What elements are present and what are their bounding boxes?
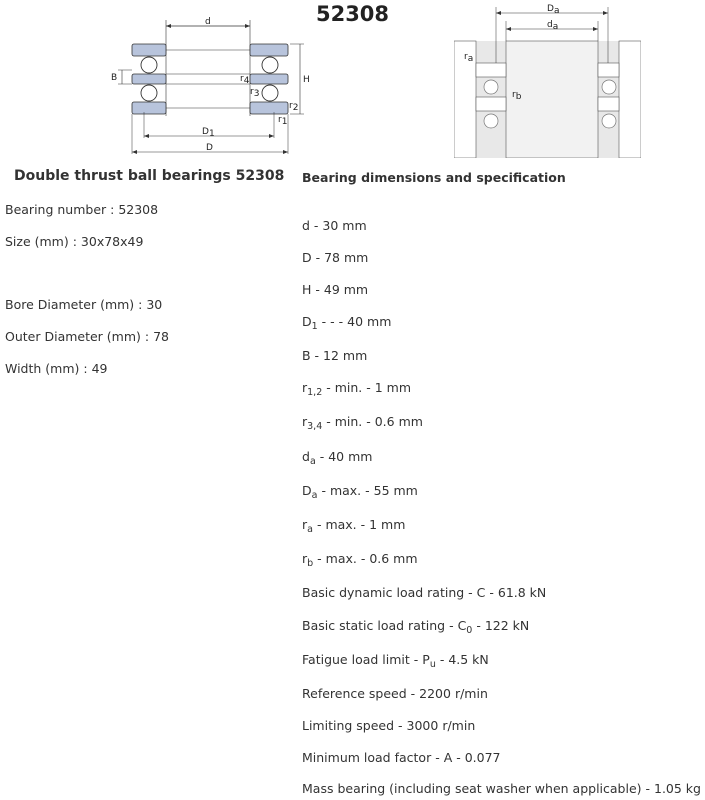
label-Da: Da [547, 4, 560, 16]
bearing-type-heading: Double thrust ball bearings 52308 [14, 168, 285, 184]
spec-qualifier: A [443, 750, 453, 765]
row-label: Outer Diameter (mm) [5, 329, 141, 344]
spec-value: 40 mm [347, 314, 392, 329]
label-r2: r2 [289, 101, 299, 113]
spec-D1: $D_1$ - - - 40 mm [302, 314, 392, 332]
specification-heading: Bearing dimensions and specification [302, 170, 566, 185]
label-r3: r3 [250, 87, 260, 99]
row-separator: : [68, 234, 81, 249]
spec-da: $d_a - 40$ mm [302, 449, 373, 467]
spec-symbol: r [302, 551, 308, 566]
label-D: D [206, 143, 213, 153]
spec-reference-speed: Reference speed - 2200 r/min [302, 686, 488, 701]
spec-symbol: D [302, 314, 312, 329]
spec-subscript: 3,4 [307, 421, 323, 432]
spec-value: 1.05 kg [654, 781, 701, 796]
spec-subscript: a [311, 490, 318, 501]
spec-value: 1 mm [369, 517, 406, 532]
spec-B: B - 12 mm [302, 348, 368, 363]
label-ra: ra [464, 52, 474, 64]
spec-symbol: r [302, 414, 308, 429]
spec-rb: $r_b$ - max. - 0.6 mm [302, 551, 418, 569]
label-r1: r1 [278, 115, 288, 127]
spec-H: H - 49 mm [302, 282, 369, 297]
row-value: 49 [91, 361, 108, 376]
spec-value: 78 mm [324, 250, 369, 265]
spec-symbol: Minimum load factor [302, 750, 432, 765]
spec-value: 40 mm [328, 449, 373, 464]
row-separator: : [79, 361, 92, 376]
spec-limiting-speed: Limiting speed - 3000 r/min [302, 718, 476, 733]
spec-symbol: d [302, 218, 310, 233]
spec-subscript: a [307, 524, 313, 535]
row-value: 78 [153, 329, 169, 344]
spec-qualifier: - [330, 314, 335, 329]
row-separator: : [140, 329, 154, 344]
spec-value: 55 mm [373, 483, 418, 498]
bearing-cross-section-drawing [104, 12, 314, 160]
label-rb: rb [512, 90, 522, 102]
spec-value: 0.6 mm [374, 414, 423, 429]
label-B: B [111, 73, 118, 83]
row-label: Bore Diameter (mm) [5, 297, 135, 312]
row-label: Width (mm) [5, 361, 80, 376]
spec-qualifier: max. [325, 551, 357, 566]
spec-value: 49 mm [323, 282, 369, 297]
spec-subscript: u [429, 659, 436, 670]
spec-d: d - 30 mm [302, 218, 367, 233]
label-da: da [547, 20, 559, 32]
spec-symbol: Limiting speed [302, 718, 395, 733]
spec-ra: $r_a$ - max. - 1 mm [302, 517, 406, 535]
bearing-mounting-drawing [454, 3, 641, 158]
spec-mass: Mass bearing (including seat washer when applicable) - 1.05 kg [302, 781, 701, 796]
spec-subscript: 0 [466, 625, 473, 636]
spec-minimum-load-factor: Minimum load factor - A - 0.077 [302, 750, 501, 765]
row-value: 52308 [118, 202, 159, 217]
spec-fatigue-load: Fatigue load limit - $P_u - 4.5$ kN [302, 652, 489, 670]
spec-subscript: b [307, 558, 314, 569]
spec-symbol: Fatigue load limit [302, 652, 410, 667]
spec-symbol: B [302, 348, 311, 363]
spec-value: 3000 r/min [406, 718, 476, 733]
label-D1: D1 [202, 127, 215, 139]
spec-r34: $r_{3,4}$ - min. - 0.6 mm [302, 414, 423, 432]
page-title: 52308 [315, 2, 390, 26]
spec-symbol: Mass bearing (including seat washer when applicable) [302, 781, 642, 796]
spec-Da: $D_a$ - max. - 55 mm [302, 483, 418, 501]
spec-value: 12 mm [323, 348, 368, 363]
spec-value: 122 kN [484, 618, 530, 633]
row-label: Size (mm) [5, 234, 69, 249]
spec-static-load: Basic static load rating - $C_0 - 122$ kN [302, 618, 530, 636]
spec-symbol: Reference speed [302, 686, 407, 701]
width-row [5, 361, 107, 376]
spec-qualifier: P [422, 652, 430, 667]
spec-qualifier: min. [334, 380, 363, 395]
spec-D: D - 78 mm [302, 250, 369, 265]
spec-r12: $r_{1,2}$ - min. - 1 mm [302, 380, 412, 398]
bearing-number-row [5, 202, 158, 217]
row-label: Bearing number [5, 202, 107, 217]
row-separator: : [106, 202, 119, 217]
spec-value: 30 mm [322, 218, 367, 233]
spec-symbol: D [302, 250, 312, 265]
spec-symbol: r [302, 517, 308, 532]
outer-diameter-row [5, 329, 169, 344]
spec-symbol: Basic static load rating [302, 618, 446, 633]
label-d: d [205, 17, 211, 27]
spec-value: 61.8 kN [497, 585, 547, 600]
row-value: 30 [146, 297, 163, 312]
spec-qualifier: C [457, 618, 467, 633]
bore-diameter-row [5, 297, 162, 312]
spec-value: 1 mm [374, 380, 412, 395]
spec-dynamic-load: Basic dynamic load rating - C - 61.8 kN [302, 585, 547, 600]
row-separator: : [134, 297, 147, 312]
spec-subscript: 1,2 [307, 387, 323, 398]
spec-symbol: r [302, 380, 308, 395]
label-H: H [303, 75, 310, 85]
label-r4: r4 [240, 74, 250, 86]
spec-value: 0.077 [464, 750, 501, 765]
size-row [5, 234, 143, 249]
spec-value: 4.5 kN [448, 652, 489, 667]
spec-symbol: d [302, 449, 310, 464]
spec-qualifier: max. [329, 483, 362, 498]
spec-qualifier: C [476, 585, 486, 600]
spec-value: 2200 r/min [419, 686, 488, 701]
spec-qualifier: max. [325, 517, 357, 532]
spec-subscript: 1 [311, 321, 318, 332]
spec-subscript: a [309, 456, 316, 467]
spec-symbol: H [302, 282, 312, 297]
spec-symbol: D [302, 483, 312, 498]
spec-symbol: Basic dynamic load rating [302, 585, 465, 600]
row-value: 30x78x49 [80, 234, 144, 249]
spec-qualifier: min. [334, 414, 363, 429]
spec-value: 0.6 mm [369, 551, 418, 566]
